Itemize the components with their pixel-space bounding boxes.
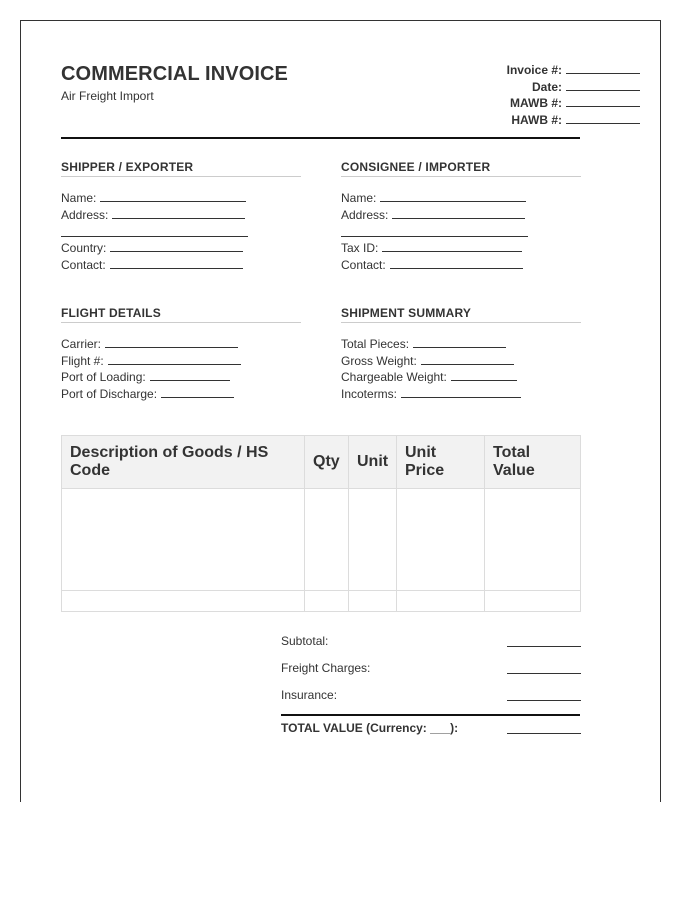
qty-cell[interactable] (305, 489, 349, 591)
table-row (62, 489, 581, 591)
shipper-name-field[interactable] (100, 190, 246, 202)
gross-weight-row (341, 353, 514, 368)
goods-table (61, 435, 581, 612)
consignee-section-title: CONSIGNEE / IMPORTER (341, 160, 491, 174)
consignee-address-line-2[interactable] (341, 236, 528, 237)
hawb-row (507, 112, 640, 129)
total-value-cell[interactable] (485, 489, 581, 591)
shipper-contact-field[interactable] (110, 257, 243, 269)
gross-weight-label: Gross Weight: (341, 354, 417, 368)
mawb-field[interactable] (566, 95, 640, 107)
column-header-unit: Unit (349, 436, 397, 489)
flight-number-label: Flight #: (61, 354, 104, 368)
chargeable-weight-field[interactable] (451, 369, 517, 381)
column-header-unit-price: Unit Price (397, 436, 485, 489)
consignee-address-label: Address: (341, 208, 389, 222)
subtotal-label: Subtotal: (281, 634, 329, 648)
hawb-field[interactable] (566, 112, 640, 124)
chargeable-weight-label: Chargeable Weight: (341, 370, 447, 384)
shipper-address-field[interactable] (112, 207, 245, 219)
carrier-field[interactable] (105, 336, 238, 348)
shipper-address-label: Address: (61, 208, 109, 222)
qty-cell[interactable] (305, 591, 349, 612)
shipper-name-label: Name: (61, 191, 97, 205)
gross-weight-field[interactable] (421, 353, 514, 365)
consignee-address-field[interactable] (392, 207, 525, 219)
subtotal-field[interactable] (507, 646, 581, 647)
invoice-number-label: Invoice #: (506, 63, 562, 77)
consignee-contact-field[interactable] (390, 257, 523, 269)
shipper-country-row (61, 240, 243, 255)
date-label: Date: (531, 79, 562, 94)
shipper-address-line-2[interactable] (61, 236, 248, 237)
mawb-label: MAWB #: (510, 96, 562, 111)
insurance-field[interactable] (507, 700, 581, 701)
total-value-cell[interactable] (485, 591, 581, 612)
description-cell[interactable] (62, 591, 305, 612)
column-header-total-value: Total Value (485, 436, 581, 489)
consignee-taxid-row (341, 240, 522, 255)
flight-number-field[interactable] (108, 353, 241, 365)
unit-cell[interactable] (349, 591, 397, 612)
invoice-number-field[interactable] (566, 62, 640, 74)
header-divider (61, 137, 580, 139)
totals-divider (281, 714, 580, 716)
total-value-field[interactable] (507, 733, 581, 734)
incoterms-field[interactable] (401, 386, 521, 398)
consignee-contact-label: Contact: (341, 258, 386, 272)
consignee-name-label: Name: (341, 191, 377, 205)
shipper-address-row (61, 207, 245, 222)
consignee-contact-row (341, 257, 523, 272)
shipper-contact-row (61, 257, 243, 272)
total-pieces-label: Total Pieces: (341, 337, 410, 351)
port-discharge-field[interactable] (161, 386, 234, 398)
shipper-section-rule (61, 176, 301, 177)
flight-section-title: FLIGHT DETAILS (61, 306, 161, 320)
unit-price-cell[interactable] (397, 489, 485, 591)
summary-section-rule (341, 322, 581, 323)
insurance-label: Insurance: (281, 688, 338, 702)
flight-number-row (61, 353, 241, 368)
chargeable-weight-row (341, 369, 517, 384)
hawb-label: HAWB #: (511, 112, 562, 127)
summary-section-title: SHIPMENT SUMMARY (341, 306, 472, 320)
column-header-qty: Qty (305, 436, 349, 489)
port-discharge-label: Port of Discharge: (61, 387, 158, 401)
table-row (62, 591, 581, 612)
shipper-country-field[interactable] (110, 240, 243, 252)
total-value-label: TOTAL VALUE (Currency: ___): (281, 721, 459, 735)
consignee-name-field[interactable] (380, 190, 526, 202)
port-loading-label: Port of Loading: (61, 370, 146, 384)
page-title: COMMERCIAL INVOICE (61, 63, 288, 85)
shipper-name-row (61, 190, 246, 205)
incoterms-label: Incoterms: (341, 387, 398, 401)
shipper-section-title: SHIPPER / EXPORTER (61, 160, 194, 174)
port-loading-row (61, 369, 230, 384)
consignee-address-row (341, 207, 525, 222)
port-discharge-row (61, 386, 234, 401)
column-header-description: Description of Goods / HS Code (62, 436, 305, 489)
port-loading-field[interactable] (150, 369, 230, 381)
carrier-row (61, 336, 238, 351)
freight-charges-label: Freight Charges: (281, 661, 371, 675)
shipper-country-label: Country: (61, 241, 107, 255)
consignee-name-row (341, 190, 526, 205)
page-subtitle: Air Freight Import (61, 89, 154, 103)
total-pieces-field[interactable] (413, 336, 506, 348)
date-row (507, 79, 640, 96)
incoterms-row (341, 386, 521, 401)
mawb-row (507, 95, 640, 112)
invoice-meta (507, 62, 640, 128)
unit-price-cell[interactable] (397, 591, 485, 612)
shipper-contact-label: Contact: (61, 258, 106, 272)
invoice-number-row (507, 62, 640, 79)
goods-table-header (62, 436, 581, 489)
description-cell[interactable] (62, 489, 305, 591)
total-pieces-row (341, 336, 506, 351)
date-field[interactable] (566, 79, 640, 91)
consignee-section-rule (341, 176, 581, 177)
consignee-taxid-label: Tax ID: (341, 241, 379, 255)
unit-cell[interactable] (349, 489, 397, 591)
carrier-label: Carrier: (61, 337, 102, 351)
consignee-taxid-field[interactable] (382, 240, 522, 252)
flight-section-rule (61, 322, 301, 323)
freight-charges-field[interactable] (507, 673, 581, 674)
